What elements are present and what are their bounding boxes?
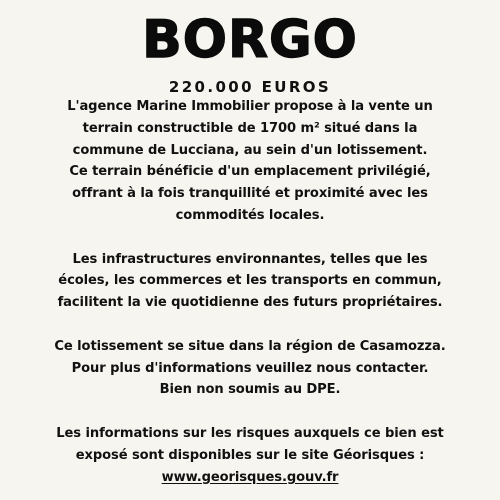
description-paragraph-2: [18, 249, 482, 314]
text-line: Ce lotissement se situe dans la région de Casamozza.: [54, 338, 446, 354]
listing-description: [18, 96, 482, 488]
page-title: BORGO: [142, 10, 358, 70]
description-paragraph-1: [18, 96, 482, 227]
text-line: [18, 467, 482, 489]
text-line: facilitent la vie quotidienne des futurs propriétaires.: [57, 295, 443, 311]
price-text: 220.000 EUROS: [168, 78, 332, 96]
description-paragraph-4: [18, 423, 482, 488]
text-line: Ce terrain bénéficie d'un emplacement privilégié,: [69, 164, 431, 180]
paragraph-spacer: [18, 401, 482, 423]
text-line: offrant à la fois tranquillité et proximité avec les: [72, 186, 428, 202]
georisques-link[interactable]: www.georisques.gouv.fr: [161, 469, 339, 485]
text-line: commodités locales.: [175, 207, 325, 223]
text-line: Pour plus d'informations veuillez nous contacter.: [71, 360, 429, 376]
text-line: exposé sont disponibles sur le site Géorisques :: [75, 447, 425, 463]
description-paragraph-3: [18, 336, 482, 401]
text-line: Les infrastructures environnantes, telles que les: [72, 251, 428, 267]
paragraph-spacer: [18, 227, 482, 249]
text-line: L'agence Marine Immobilier propose à la vente un: [67, 99, 433, 114]
text-line: Les informations sur les risques auxquels ce bien est: [56, 425, 444, 441]
text-line: terrain constructible de 1700 m² situé dans la: [82, 120, 418, 136]
text-line: commune de Lucciana, au sein d'un lotissement.: [72, 142, 428, 158]
text-line: Bien non soumis au DPE.: [159, 382, 341, 398]
text-line: écoles, les commerces et les transports en commun,: [58, 273, 442, 289]
paragraph-spacer: [18, 314, 482, 336]
